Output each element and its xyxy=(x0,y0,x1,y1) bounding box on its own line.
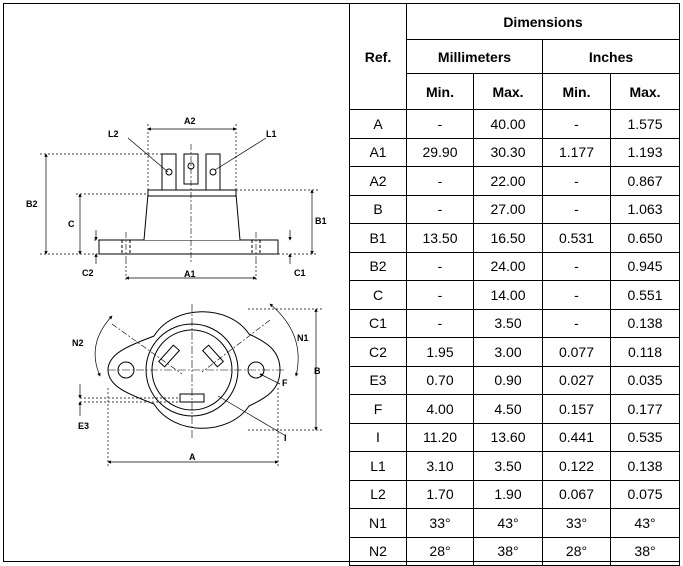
mm-max-cell: 30.30 xyxy=(474,138,543,167)
in-min-cell: - xyxy=(543,110,611,139)
label-l1: L1 xyxy=(266,129,277,139)
mm-min-cell: 1.95 xyxy=(407,338,474,367)
mm-max-cell: 14.00 xyxy=(474,281,543,310)
in-max-cell: 0.650 xyxy=(611,224,680,253)
label-f: F xyxy=(282,378,288,388)
label-a: A xyxy=(189,452,196,462)
label-c2: C2 xyxy=(82,268,94,278)
in-min-cell: - xyxy=(543,252,611,281)
mm-max-cell: 3.50 xyxy=(474,452,543,481)
in-max-cell: 1.575 xyxy=(611,110,680,139)
mm-min-cell: 33° xyxy=(407,509,474,538)
in-min-cell: 1.177 xyxy=(543,138,611,167)
table-row xyxy=(350,281,680,310)
dimensions-body xyxy=(350,110,680,566)
mm-min-cell: - xyxy=(407,252,474,281)
dimensions-table xyxy=(349,3,680,566)
in-min-cell: 0.067 xyxy=(543,480,611,509)
in-max-cell: 0.177 xyxy=(611,395,680,424)
mm-min-cell: - xyxy=(407,281,474,310)
ref-cell: B2 xyxy=(350,252,407,281)
mm-min-cell: - xyxy=(407,195,474,224)
ref-cell: A1 xyxy=(350,138,407,167)
ref-cell: F xyxy=(350,395,407,424)
table-row xyxy=(350,338,680,367)
ref-cell: C2 xyxy=(350,338,407,367)
table-row xyxy=(350,224,680,253)
label-e3: E3 xyxy=(78,421,90,431)
in-min-cell: - xyxy=(543,309,611,338)
ref-cell: B1 xyxy=(350,224,407,253)
ref-cell: C xyxy=(350,281,407,310)
table-row xyxy=(350,309,680,338)
mm-max-cell: 27.00 xyxy=(474,195,543,224)
top-view xyxy=(108,304,286,440)
in-min-cell: - xyxy=(543,167,611,196)
in-max-cell: 0.945 xyxy=(611,252,680,281)
table-row xyxy=(350,167,680,196)
in-max-cell: 0.138 xyxy=(611,452,680,481)
ref-cell: N1 xyxy=(350,509,407,538)
mm-max-cell: 16.50 xyxy=(474,224,543,253)
in-max-cell: 1.193 xyxy=(611,138,680,167)
in-max-cell: 43° xyxy=(611,509,680,538)
ref-cell: I xyxy=(350,423,407,452)
table-row xyxy=(350,480,680,509)
mm-min-cell: - xyxy=(407,110,474,139)
mm-min-cell: 3.10 xyxy=(407,452,474,481)
in-min-cell: 0.027 xyxy=(543,366,611,395)
label-b2: B2 xyxy=(26,199,38,209)
ref-cell: N2 xyxy=(350,537,407,566)
package-drawing xyxy=(4,4,350,561)
in-max-cell: 38° xyxy=(611,537,680,566)
ref-cell: E3 xyxy=(350,366,407,395)
ref-header: Ref. xyxy=(350,4,407,110)
in-min-cell: - xyxy=(543,195,611,224)
table-row xyxy=(350,252,680,281)
ref-cell: L1 xyxy=(350,452,407,481)
mm-max-cell: 3.00 xyxy=(474,338,543,367)
table-row xyxy=(350,537,680,566)
mm-max-cell: 13.60 xyxy=(474,423,543,452)
mm-max-cell: 40.00 xyxy=(474,110,543,139)
mm-min-cell: - xyxy=(407,309,474,338)
label-b: B xyxy=(314,366,321,376)
in-min-header: Min. xyxy=(543,74,611,110)
in-max-header: Max. xyxy=(611,74,680,110)
mm-max-cell: 4.50 xyxy=(474,395,543,424)
label-b1: B1 xyxy=(315,216,327,226)
table-row xyxy=(350,366,680,395)
table-row xyxy=(350,195,680,224)
in-min-cell: 28° xyxy=(543,537,611,566)
in-max-cell: 0.118 xyxy=(611,338,680,367)
ref-cell: C1 xyxy=(350,309,407,338)
ref-cell: L2 xyxy=(350,480,407,509)
millimeters-header: Millimeters xyxy=(407,40,543,74)
mm-min-cell: 29.90 xyxy=(407,138,474,167)
inches-header: Inches xyxy=(543,40,680,74)
table-row xyxy=(350,395,680,424)
label-l2: L2 xyxy=(108,129,119,139)
mm-min-cell: - xyxy=(407,167,474,196)
mm-min-cell: 13.50 xyxy=(407,224,474,253)
mm-max-cell: 22.00 xyxy=(474,167,543,196)
label-a2: A2 xyxy=(184,116,196,126)
mm-min-cell: 0.70 xyxy=(407,366,474,395)
in-max-cell: 0.535 xyxy=(611,423,680,452)
label-c1: C1 xyxy=(294,268,306,278)
in-min-cell: 0.441 xyxy=(543,423,611,452)
in-min-cell: 0.122 xyxy=(543,452,611,481)
label-i: I xyxy=(284,433,287,443)
mm-min-cell: 11.20 xyxy=(407,423,474,452)
mm-min-cell: 4.00 xyxy=(407,395,474,424)
label-n2: N2 xyxy=(72,338,84,348)
in-min-cell: 33° xyxy=(543,509,611,538)
label-a1: A1 xyxy=(184,269,196,279)
table-row xyxy=(350,110,680,139)
side-view xyxy=(99,144,278,262)
table-row xyxy=(350,509,680,538)
ref-cell: A xyxy=(350,110,407,139)
in-max-cell: 0.075 xyxy=(611,480,680,509)
in-min-cell: 0.077 xyxy=(543,338,611,367)
in-min-cell: - xyxy=(543,281,611,310)
dimensions-title: Dimensions xyxy=(407,4,680,40)
table-row xyxy=(350,423,680,452)
mm-min-header: Min. xyxy=(407,74,474,110)
mm-min-cell: 1.70 xyxy=(407,480,474,509)
mm-max-cell: 24.00 xyxy=(474,252,543,281)
ref-cell: B xyxy=(350,195,407,224)
mm-max-header: Max. xyxy=(474,74,543,110)
in-min-cell: 0.157 xyxy=(543,395,611,424)
label-n1: N1 xyxy=(297,333,309,343)
mm-max-cell: 3.50 xyxy=(474,309,543,338)
in-max-cell: 0.138 xyxy=(611,309,680,338)
mm-max-cell: 43° xyxy=(474,509,543,538)
label-c: C xyxy=(68,219,75,229)
table-row xyxy=(350,138,680,167)
mm-max-cell: 0.90 xyxy=(474,366,543,395)
ref-cell: A2 xyxy=(350,167,407,196)
mm-max-cell: 38° xyxy=(474,537,543,566)
mm-max-cell: 1.90 xyxy=(474,480,543,509)
in-max-cell: 0.551 xyxy=(611,281,680,310)
mm-min-cell: 28° xyxy=(407,537,474,566)
in-min-cell: 0.531 xyxy=(543,224,611,253)
in-max-cell: 0.035 xyxy=(611,366,680,395)
in-max-cell: 0.867 xyxy=(611,167,680,196)
table-row xyxy=(350,452,680,481)
in-max-cell: 1.063 xyxy=(611,195,680,224)
